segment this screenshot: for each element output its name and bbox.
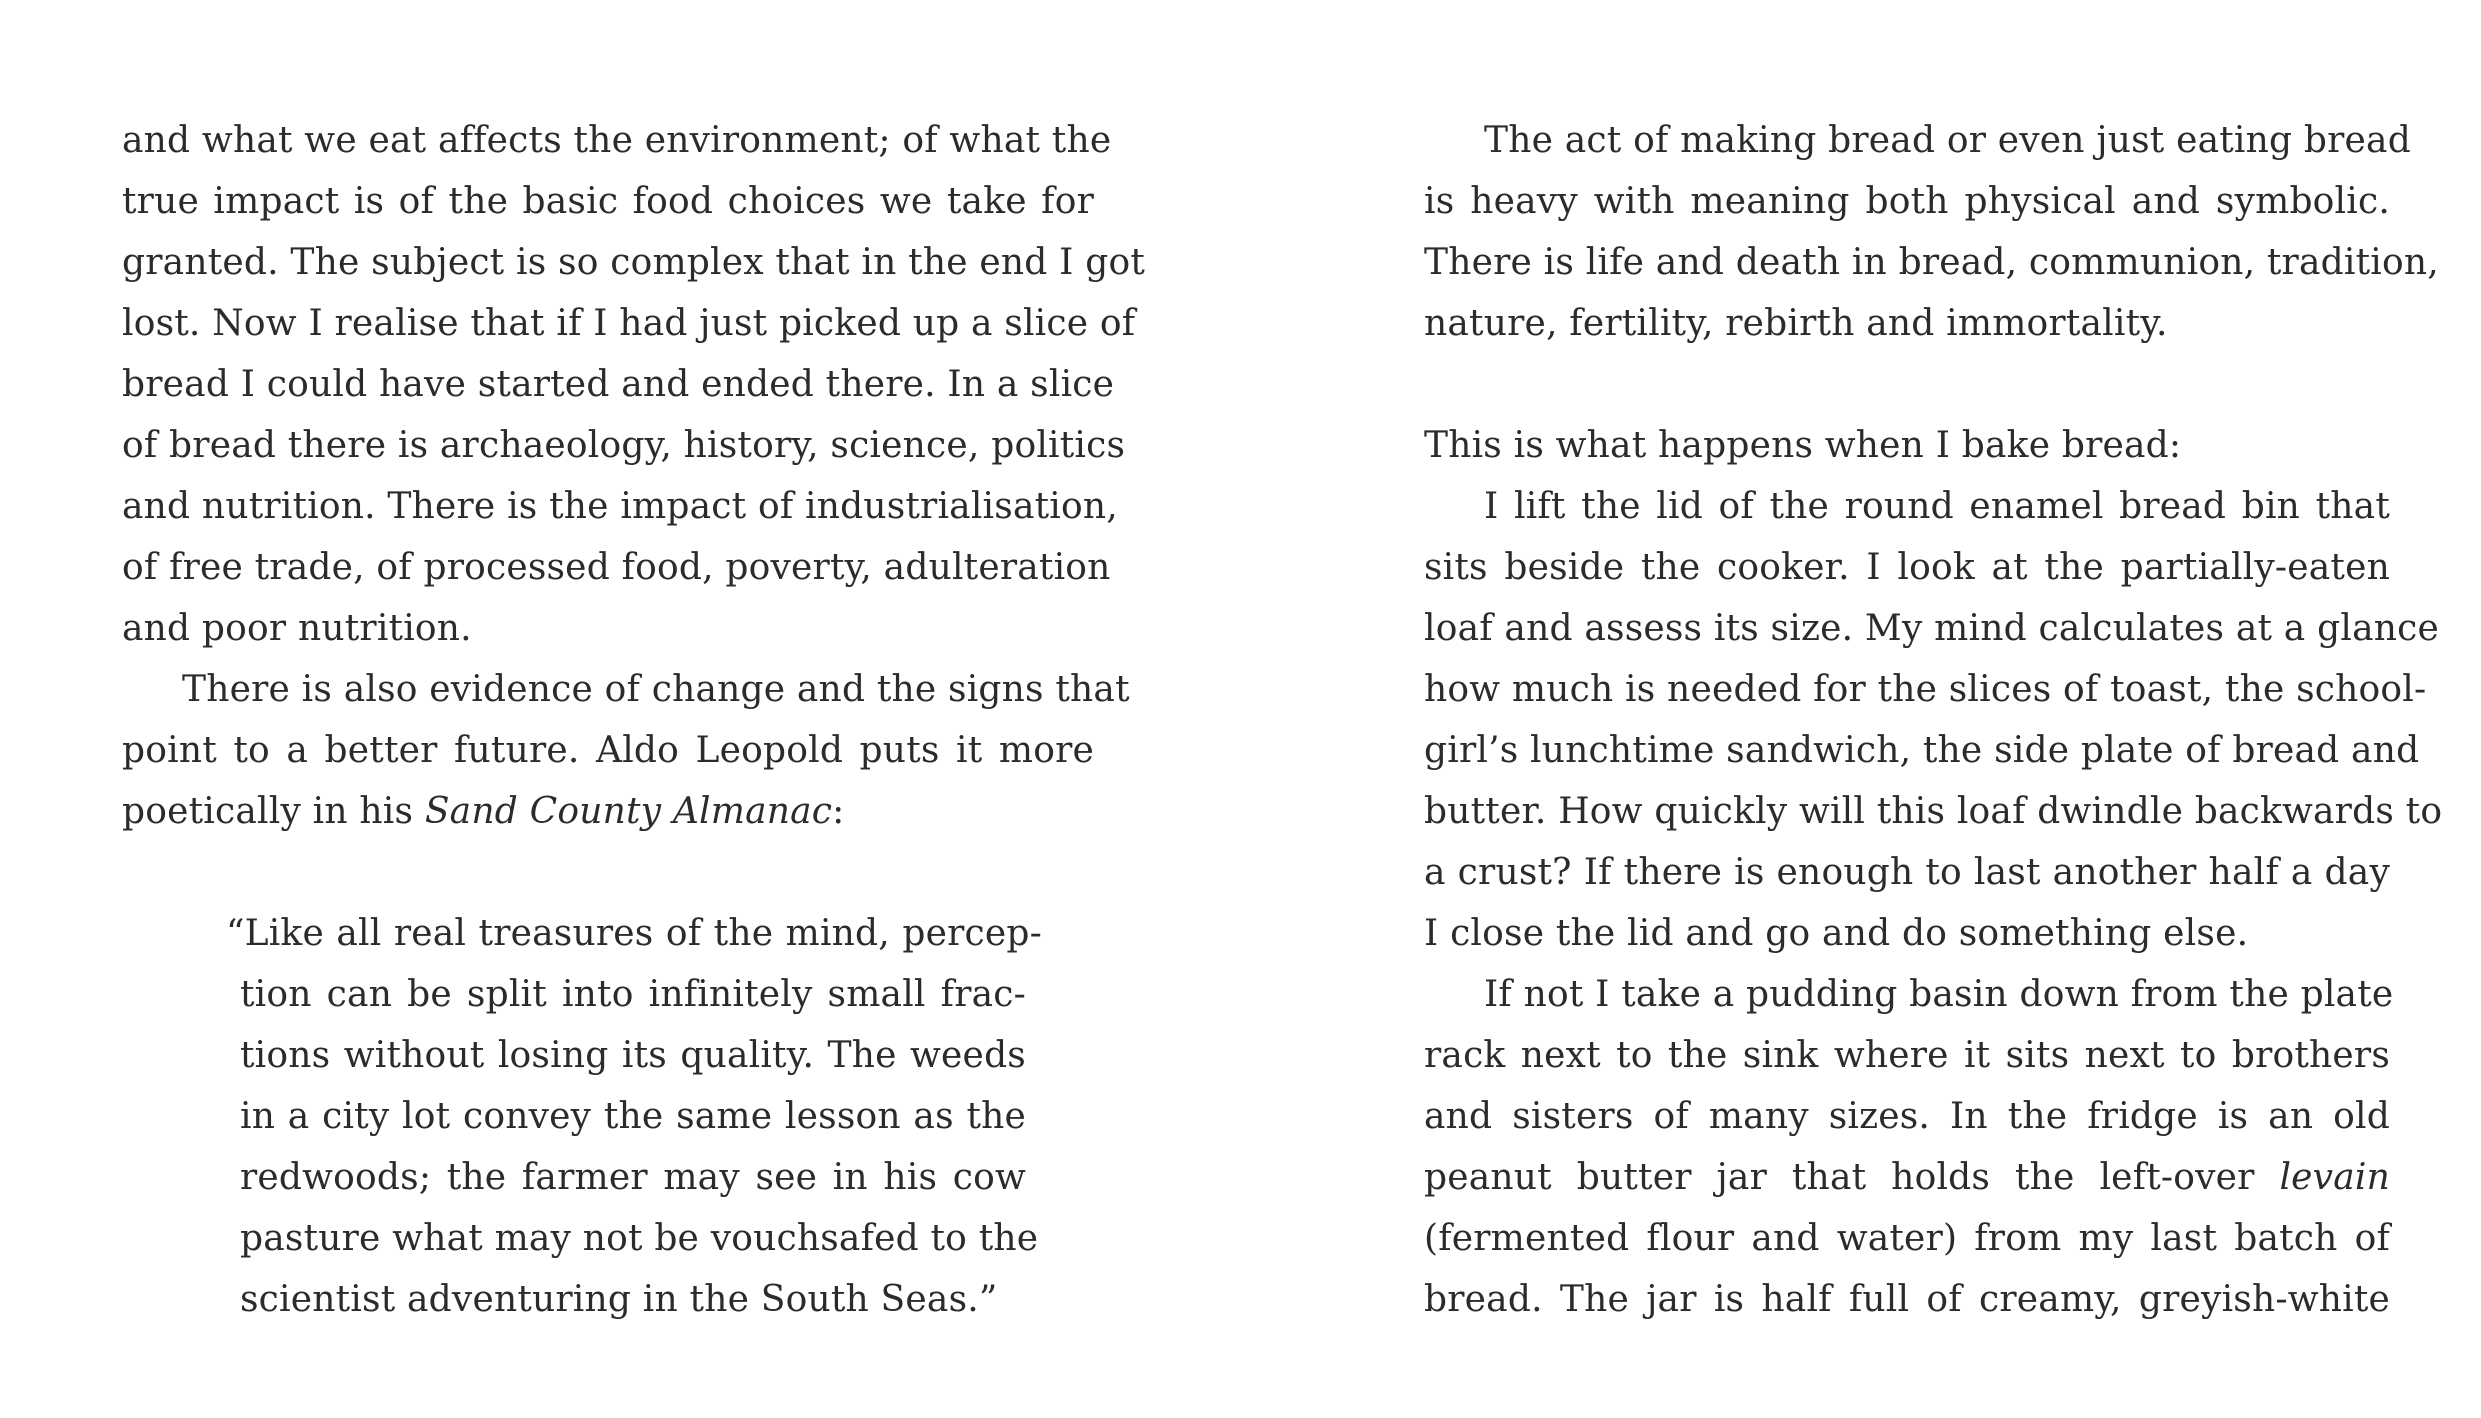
text-line: bread I could have started and ended there. In a slice	[122, 364, 1115, 405]
quote-line: in a city lot convey the same lesson as the	[240, 1096, 1026, 1137]
text-line: is heavy with meaning both physical and symbolic.	[1424, 181, 2390, 222]
text-fragment: poetically in his	[122, 791, 425, 832]
text-line: rack next to the sink where it sits next to brothers	[1424, 1035, 2390, 1076]
quote-line: tion can be split into infinitely small frac-	[240, 974, 1026, 1015]
text-line: I close the lid and go and do something else.	[1424, 913, 2249, 954]
text-line: This is what happens when I bake bread:	[1424, 425, 2182, 466]
text-line: point to a better future. Aldo Leopold puts it more	[122, 730, 1094, 771]
text-fragment: :	[832, 791, 845, 832]
paragraph	[1424, 964, 2394, 1330]
text-line: bread. The jar is half full of creamy, greyish-white	[1424, 1279, 2390, 1320]
text-line: sits beside the cooker. I look at the partially-eaten	[1424, 547, 2390, 588]
text-line: and poor nutrition.	[122, 608, 472, 649]
italic-term: levain	[2279, 1157, 2390, 1198]
text-line: lost. Now I realise that if I had just picked up a slice of	[122, 303, 1136, 344]
text-line: (fermented flour and water) from my last batch of	[1424, 1218, 2390, 1259]
quote-line: scientist adventuring in the South Seas.”	[240, 1279, 998, 1320]
text-fragment: peanut butter jar that holds the left-over	[1424, 1157, 2280, 1198]
paragraph	[1424, 110, 2439, 354]
text-line: I lift the lid of the round enamel bread bin that	[1484, 486, 2390, 527]
text-line: There is life and death in bread, communion, tradition,	[1424, 242, 2439, 283]
quote-line: pasture what may not be vouchsafed to the	[240, 1218, 1039, 1259]
text-line: If not I take a pudding basin down from the plate	[1484, 974, 2394, 1015]
text-line	[1424, 1147, 2390, 1208]
paragraph	[122, 110, 1145, 659]
left-page	[122, 110, 1145, 1330]
text-line: of bread there is archaeology, history, science, politics	[122, 425, 1126, 466]
paragraph	[122, 659, 1130, 842]
quote-line: redwoods; the farmer may see in his cow	[240, 1157, 1026, 1198]
book-title: Sand County Almanac	[424, 791, 833, 832]
paragraph	[1424, 415, 2390, 476]
text-line: of free trade, of processed food, poverty, adulteration	[122, 547, 1111, 588]
text-line: nature, fertility, rebirth and immortality.	[1424, 303, 2168, 344]
quote-line: tions without losing its quality. The weeds	[240, 1035, 1026, 1076]
text-line: girl’s lunchtime sandwich, the side plate of bread and	[1424, 730, 2420, 771]
text-line: a crust? If there is enough to last another half a day	[1424, 852, 2390, 893]
text-line: true impact is of the basic food choices we take for	[122, 181, 1094, 222]
text-line: loaf and assess its size. My mind calculates at a glance	[1424, 608, 2439, 649]
block-quote	[122, 903, 1094, 1330]
text-line: and what we eat affects the environment; of what the	[122, 120, 1112, 161]
paragraph-gap	[1424, 354, 2390, 415]
text-line: how much is needed for the slices of toast, the school-	[1424, 669, 2427, 710]
right-page	[1424, 110, 2443, 1330]
text-line: There is also evidence of change and the signs that	[182, 669, 1130, 710]
paragraph	[1424, 476, 2443, 964]
quote-line: “Like all real treasures of the mind, percep-	[226, 913, 1042, 954]
text-line: granted. The subject is so complex that in the end I got	[122, 242, 1145, 283]
text-line: and nutrition. There is the impact of industrialisation,	[122, 486, 1118, 527]
text-line: and sisters of many sizes. In the fridge is an old	[1424, 1096, 2390, 1137]
text-line	[122, 781, 1094, 842]
text-line: butter. How quickly will this loaf dwindle backwards to	[1424, 791, 2443, 832]
text-line: The act of making bread or even just eating bread	[1484, 120, 2411, 161]
